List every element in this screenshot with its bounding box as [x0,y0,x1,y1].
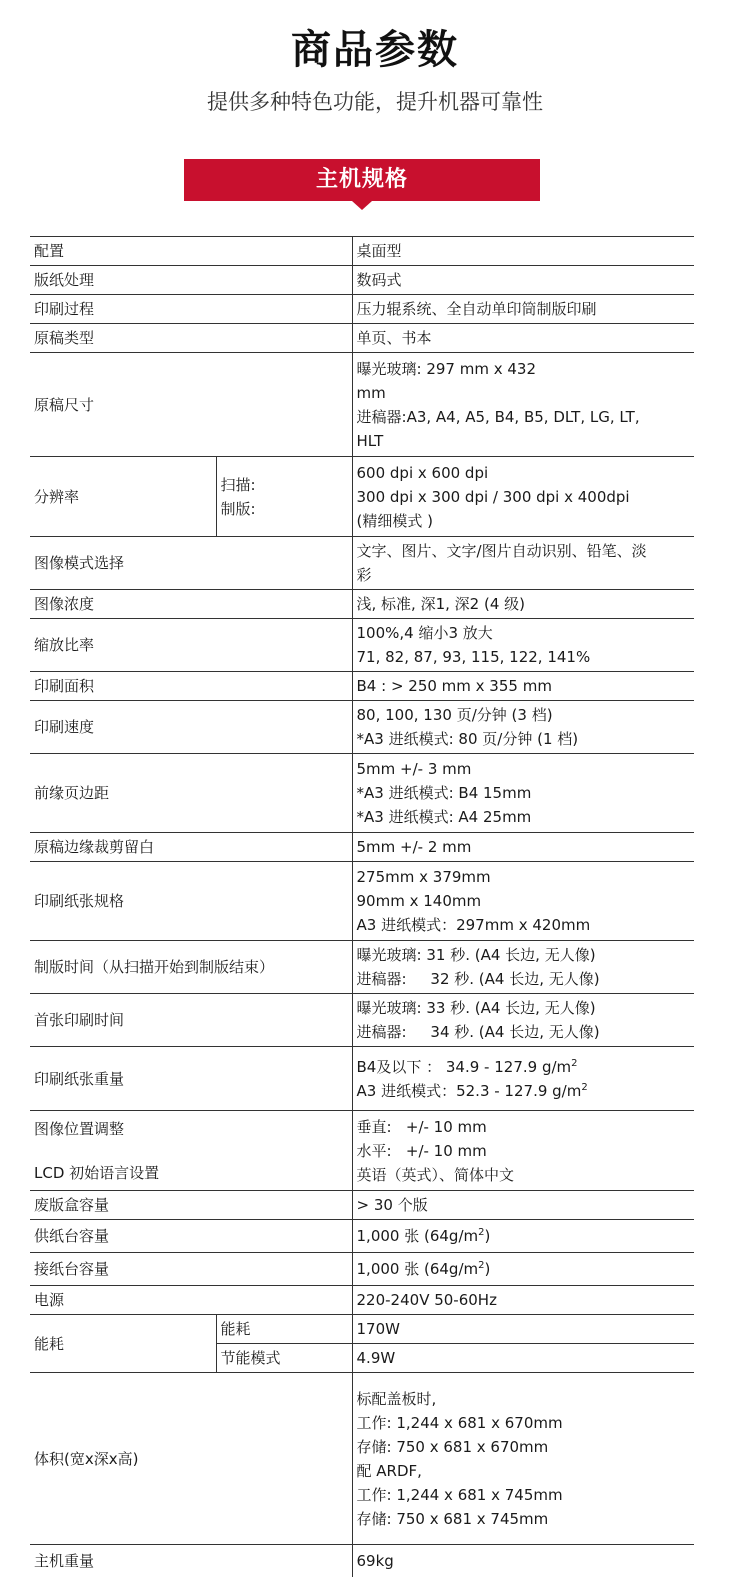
table-row [30,862,694,941]
table-row [30,941,694,994]
table-row [30,672,694,701]
row-label: 缩放比率 [30,619,352,672]
row-label: 制版时间（从扫描开始到制版结束） [30,941,352,994]
banner-arrow-icon [352,201,372,210]
row-label: 图像模式选择 [30,537,352,590]
row-value: 垂直: +/- 10 mm 水平: +/- 10 mm 英语（英式）、简体中文 [352,1111,694,1191]
row-sublabel: 能耗 [216,1315,352,1344]
row-label: 印刷纸张规格 [30,862,352,941]
row-label: 图像位置调整 LCD 初始语言设置 [30,1111,352,1191]
table-row [30,994,694,1047]
row-label: 印刷面积 [30,672,352,701]
row-label: 供纸台容量 [30,1220,352,1253]
row-label: 原稿尺寸 [30,353,352,457]
row-value: 1,000 张 $(64g/m^2)$ [352,1220,694,1253]
table-row [30,1111,694,1191]
row-value: 单页、书本 [352,324,694,353]
table-row [30,1047,694,1111]
row-value: 69kg [352,1545,694,1577]
row-sublabel: 扫描: 制版: [216,457,352,537]
row-label: 原稿边缘裁剪留白 [30,833,352,862]
table-row [30,1191,694,1220]
table-row [30,701,694,754]
table-row [30,1315,694,1344]
row-label: 原稿类型 [30,324,352,353]
row-label: 能耗 [30,1315,216,1373]
row-value: 数码式 [352,266,694,295]
table-row [30,295,694,324]
row-label: 废版盒容量 [30,1191,352,1220]
table-row [30,754,694,833]
row-sublabel: 节能模式 [216,1344,352,1373]
row-value: B4及以下 ： 34.9 - 127.9 $g/m^2$ A3 进纸模式：52.3 - 127.9 $g/m^2$ [352,1047,694,1111]
row-value: 275mm x 379mm 90mm x 140mm A3 进纸模式：297mm x 420mm [352,862,694,941]
row-value: 5mm +/- 3 mm *A3 进纸模式: B4 15mm *A3 进纸模式: A4 25mm [352,754,694,833]
table-row [30,619,694,672]
row-value: 5mm +/- 2 mm [352,833,694,862]
row-label: 接纸台容量 [30,1253,352,1286]
row-value: 标配盖板时, 工作: 1,244 x 681 x 670mm 存储: 750 x 681 x 670mm 配 ARDF, 工作: 1,244 x 681 x 745mm 存储: 750 x 681 x 745mm [352,1373,694,1545]
row-label: 前缘页边距 [30,754,352,833]
spec-table [30,236,694,1577]
row-value: > 30 个版 [352,1191,694,1220]
row-value: 曝光玻璃: 31 秒. (A4 长边, 无人像) 进稿器: 32 秒. (A4 长边, 无人像) [352,941,694,994]
table-row [30,457,694,537]
table-row [30,1373,694,1545]
row-label: 印刷过程 [30,295,352,324]
row-value: 4.9W [352,1344,694,1373]
row-value: 曝光玻璃: 33 秒. (A4 长边, 无人像) 进稿器: 34 秒. (A4 长边, 无人像) [352,994,694,1047]
row-label: 首张印刷时间 [30,994,352,1047]
section-banner: 主机规格 [184,159,540,201]
table-row [30,353,694,457]
row-label: 体积(宽x深x高) [30,1373,352,1545]
table-row [30,537,694,590]
table-row [30,1545,694,1577]
row-label: 图像浓度 [30,590,352,619]
page-subtitle: 提供多种特色功能，提升机器可靠性 [207,90,543,114]
table-row [30,237,694,266]
row-value: 浅, 标准, 深1, 深2 (4 级) [352,590,694,619]
table-row [30,1253,694,1286]
table-row [30,833,694,862]
table-row [30,324,694,353]
row-value: 600 dpi x 600 dpi 300 dpi x 300 dpi / 300 dpi x 400dpi (精细模式 ) [352,457,694,537]
table-row [30,590,694,619]
row-value: 桌面型 [352,237,694,266]
row-label: 印刷纸张重量 [30,1047,352,1111]
row-value: B4 : > 250 mm x 355 mm [352,672,694,701]
row-value: 曝光玻璃: 297 mm x 432 mm 进稿器:A3, A4, A5, B4, B5, DLT, LG, LT, HLT [352,353,694,457]
row-value: 80, 100, 130 页/分钟 (3 档) *A3 进纸模式: 80 页/分钟 (1 档) [352,701,694,754]
table-row [30,1286,694,1315]
row-label: 版纸处理 [30,266,352,295]
row-label: 电源 [30,1286,352,1315]
row-value: 170W [352,1315,694,1344]
row-value: 100%,4 缩小3 放大 71, 82, 87, 93, 115, 122, 141% [352,619,694,672]
table-row [30,1220,694,1253]
row-label: 配置 [30,237,352,266]
row-label: 分辨率 [30,457,216,537]
row-label: 印刷速度 [30,701,352,754]
row-value: 1,000 张 $(64g/m^2)$ [352,1253,694,1286]
row-value: 压力辊系统、全自动单印筒制版印刷 [352,295,694,324]
page-title: 商品参数 [291,27,459,73]
table-row [30,266,694,295]
row-value: 文字、图片、文字/图片自动识别、铅笔、淡 彩 [352,537,694,590]
row-value: 220-240V 50-60Hz [352,1286,694,1315]
row-label: 主机重量 [30,1545,352,1577]
